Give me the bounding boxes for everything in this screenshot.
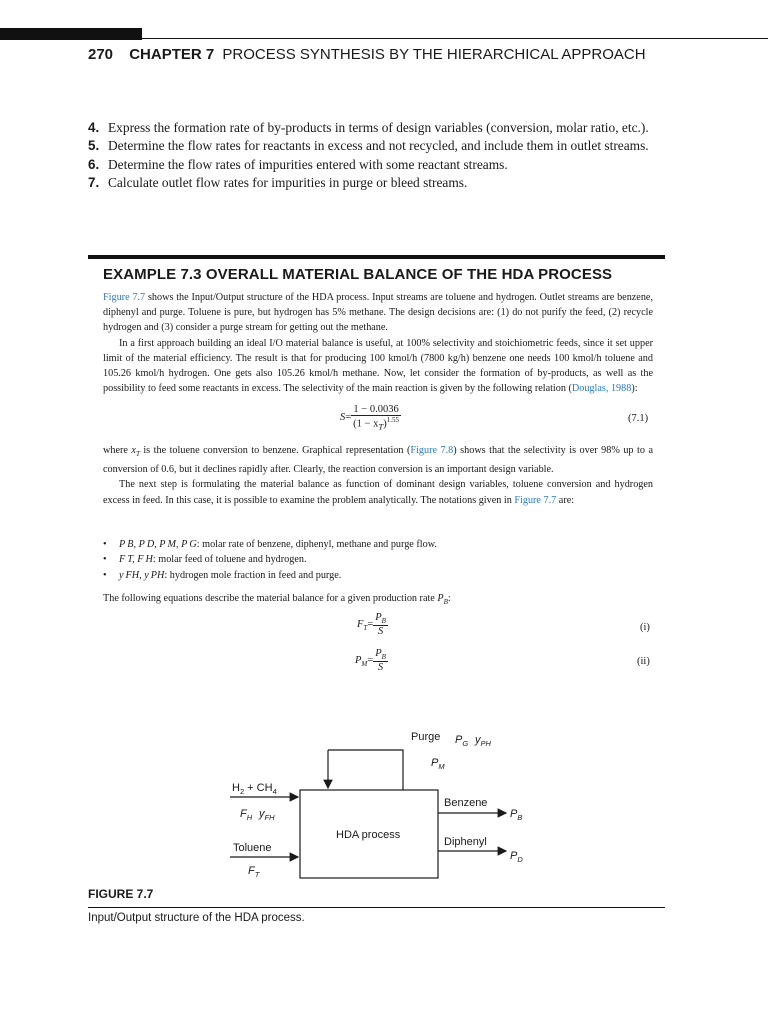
example-paragraph-5: The following equations describe the material balance for a given production rate $P_B$:	[103, 593, 451, 607]
h2-ch4-label: $H_2 + CH_4$	[232, 782, 277, 796]
chapter-label: CHAPTER 7	[129, 46, 215, 63]
pd-label: $P_D$	[510, 850, 523, 864]
equation-i: $F_T=$ $\frac{P_B}{S}$	[357, 612, 386, 638]
list-item: 6. Determine the flow rates of impurities entered with some reactant streams.	[88, 156, 508, 172]
yfh-label: $y_{FH}$	[259, 808, 275, 822]
purge-yph: $y_{PH}$	[475, 734, 491, 748]
pb-label: $P_B$	[510, 808, 523, 822]
example-paragraph-2: In a first approach building an ideal I/O material balance is useful, at 100% selectivity and stoichiometric feeds, since it set upper limit of the material efficiency. The result is that for producing 100 kmol/h (7800 kg/h) benzene one needs 100 kmol/h toluene and 105.26 kmol/h hydrogen. One gets also 105.26 kmol/h methane. Now, let consider the formation of by-products, as well as the possibility to feed some reactants in excess. The selectivity of the main reaction is given by the following relation (Douglas, 1988):	[103, 337, 653, 395]
example-paragraph-1: Figure 7.7 shows the Input/Output structure of the HDA process. Input streams are toluene and hydrogen. Outlet streams are benzene, diphenyl and purge. Toluene is pure, but hydrogen has 5% methane. The design decisions are: (1) do not purify the feed, (2) recycle hydrogen and (3) consider a purge stream for getting out the methane. In a first approach building an ideal I/O material balance is useful, at 100% selectivity and stoichiometric feeds, since it set upper limit of the material efficiency. The result is that for producing 100 kmol/h (7800 kg/h) benzene one needs 100 kmol/h toluene and 105.26 kmol/h hydrogen. One gets also 105.26 kmol/h methane. Now, let consider the formation of by-products, as well as the possibility to feed some reactants in excess. The selectivity of the main reaction is given by the following relation (Douglas, 1988):	[103, 290, 653, 396]
example-paragraph-3: where $x_T$ is the toluene conversion to benzene. Graphical representation (Figure 7.8) shows that the selectivity is over 98% up to a conversion of 0.6, but it declines rapidly after. Clearly, the reaction conversion is an important design variable. The next step is formulating the material balance as function of dominant design variables, toluene conversion and hydrogen excess in feed. In this case, it is possible to examine the problem analytically. The notations given in Figure 7.7 are:	[103, 443, 653, 508]
ft-label: $F_T$	[248, 865, 260, 879]
equation-number: (7.1)	[628, 413, 649, 424]
recycle-line	[328, 750, 403, 790]
example-title: EXAMPLE 7.3 OVERALL MATERIAL BALANCE OF THE HDA PROCESS	[103, 266, 613, 283]
process-box-label: HDA process	[336, 829, 401, 841]
diphenyl-label: Diphenyl	[444, 836, 487, 848]
purge-pg: $P_G$	[455, 734, 469, 748]
benzene-label: Benzene	[444, 797, 488, 809]
fh-label: $F_H$	[240, 808, 253, 822]
figure-label: FIGURE 7.7	[88, 887, 154, 901]
page-number: 270	[88, 46, 114, 63]
example-paragraph-4: The next step is formulating the material balance as function of dominant design variables, toluene conversion and hydrogen excess in feed. In this case, it is possible to examine the problem analytically. The notations given in Figure 7.7 are:	[103, 479, 653, 506]
equation-number: (i)	[640, 622, 650, 633]
chapter-title: PROCESS SYNTHESIS BY THE HIERARCHICAL APPROACH	[222, 46, 646, 63]
toluene-label: Toluene	[233, 842, 272, 854]
figure-rule	[88, 907, 665, 908]
list-item: • F T, F H: molar feed of toluene and hydrogen.	[103, 554, 307, 566]
list-item: 4. Express the formation rate of by-products in terms of design variables (conversion, molar ratio, etc.).	[88, 120, 649, 135]
figure-link[interactable]: Figure 7.7	[103, 292, 146, 303]
purge-label: Purge	[411, 731, 441, 743]
equation-ii: $P_M=$ $\frac{P_B}{S}$	[355, 648, 386, 674]
figure-link[interactable]: Figure 7.7	[514, 494, 557, 506]
pm-label: $P_M$	[431, 757, 445, 771]
figure-link[interactable]: Figure 7.8	[410, 445, 454, 456]
equation-number: (ii)	[637, 656, 650, 667]
figure-caption: Input/Output structure of the HDA process.	[88, 912, 305, 924]
equation-7-1: S= $\frac{1 - 0.0036}{(1 - x_T)^{1.55}}$	[340, 404, 399, 432]
list-item: • P B, P D, P M, P G: molar rate of benzene, diphenyl, methane and purge flow.	[103, 539, 437, 550]
list-item: • y FH, y PH: hydrogen mole fraction in feed and purge.	[103, 569, 342, 581]
list-item: 7. Calculate outlet flow rates for impurities in purge or bleed streams.	[88, 174, 468, 190]
citation-link[interactable]: Douglas, 1988	[571, 383, 632, 395]
list-item: 5. Determine the flow rates for reactants in excess and not recycled, and include them in outlet streams.	[88, 138, 649, 154]
